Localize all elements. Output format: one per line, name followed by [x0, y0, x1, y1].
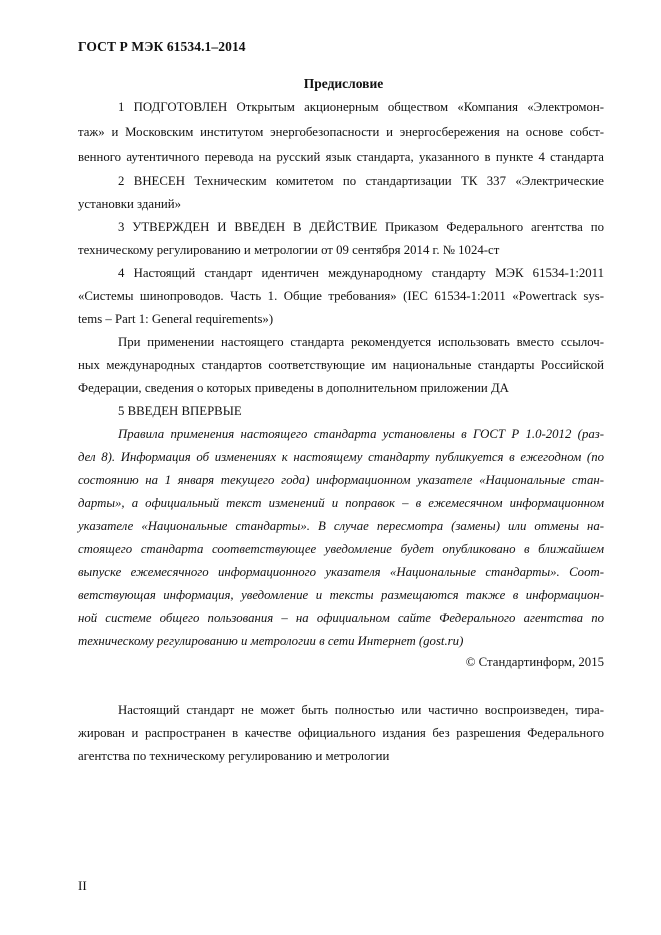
foreword-line: «Системы шинопроводов. Часть 1. Общие требования» (IEC 61534-1:2011 «Powertrack sys-	[78, 289, 604, 303]
foreword-line: 4 Настоящий стандарт идентичен международному стандарту МЭК 61534-1:2011	[118, 266, 604, 280]
italic-note-line: ной системе общего пользования – на официальном сайте Федерального агентства по	[78, 611, 604, 625]
notice-line: Настоящий стандарт не может быть полностью или частично воспроизведен, тира-	[118, 703, 604, 717]
italic-note-line: выпуске ежемесячного информационного указателя «Национальные стандарты». Соот-	[78, 565, 604, 579]
italic-note-line: ветствующая информация, уведомление и тексты размещаются также в информацион-	[78, 588, 604, 602]
notice-line: жирован и распространен в качестве официального издания без разрешения Федерального	[78, 726, 604, 740]
foreword-line: 5 ВВЕДЕН ВПЕРВЫЕ	[118, 404, 242, 418]
page-number: II	[78, 878, 87, 893]
foreword-line: 3 УТВЕРЖДЕН И ВВЕДЕН В ДЕЙСТВИЕ Приказом Федерального агентства по	[118, 220, 604, 234]
notice-line: агентства по техническому регулированию и метрологии	[78, 749, 390, 763]
italic-note-line: Правила применения настоящего стандарта установлены в ГОСТ Р 1.0-2012 (раз-	[118, 427, 604, 441]
foreword-line: венного аутентичного перевода на русский язык стандарта, указанного в пункте 4 стандарта	[78, 150, 604, 164]
foreword-line: Федерации, сведения о которых приведены в дополнительном приложении ДА	[78, 381, 509, 395]
italic-note-line: дел 8). Информация об изменениях к настоящему стандарту публикуется в ежегодном (по	[78, 450, 604, 464]
italic-note-line: стоящего стандарта соответствующее уведомление будет опубликовано в ближайшем	[78, 542, 604, 556]
italic-note-line: техническому регулированию и метрологии в сети Интернет (gost.ru)	[78, 634, 464, 648]
foreword-line: tems – Part 1: General requirements»)	[78, 312, 274, 326]
foreword-line: 2 ВНЕСЕН Техническим комитетом по стандартизации ТК 337 «Электрические	[118, 174, 604, 188]
italic-note-line: состоянию на 1 января текущего года) информационном указателе «Национальные стан-	[78, 473, 604, 487]
foreword-line: таж» и Московским институтом энергобезопасности и энергосбережения на основе собст-	[78, 125, 604, 139]
foreword-line: установки зданий»	[78, 197, 182, 211]
foreword-line: 1 ПОДГОТОВЛЕН Открытым акционерным обществом «Компания «Электромон-	[118, 100, 604, 114]
standard-code-header: ГОСТ Р МЭК 61534.1–2014	[78, 39, 246, 54]
foreword-line: ных международных стандартов соответствующие им национальные стандарты Российской	[78, 358, 604, 372]
foreword-title: Предисловие	[303, 76, 384, 91]
italic-note-line: указателе «Национальные стандарты». В случае пересмотра (замены) или отмены на-	[78, 519, 604, 533]
foreword-line: техническому регулированию и метрологии от 09 сентября 2014 г. № 1024-ст	[78, 243, 500, 257]
foreword-line: При применении настоящего стандарта рекомендуется использовать вместо ссылоч-	[118, 335, 604, 349]
copyright-notice: © Стандартинформ, 2015	[465, 655, 604, 669]
italic-note-line: дарты», а официальный текст изменений и поправок – в ежемесячном информационном	[78, 496, 604, 510]
